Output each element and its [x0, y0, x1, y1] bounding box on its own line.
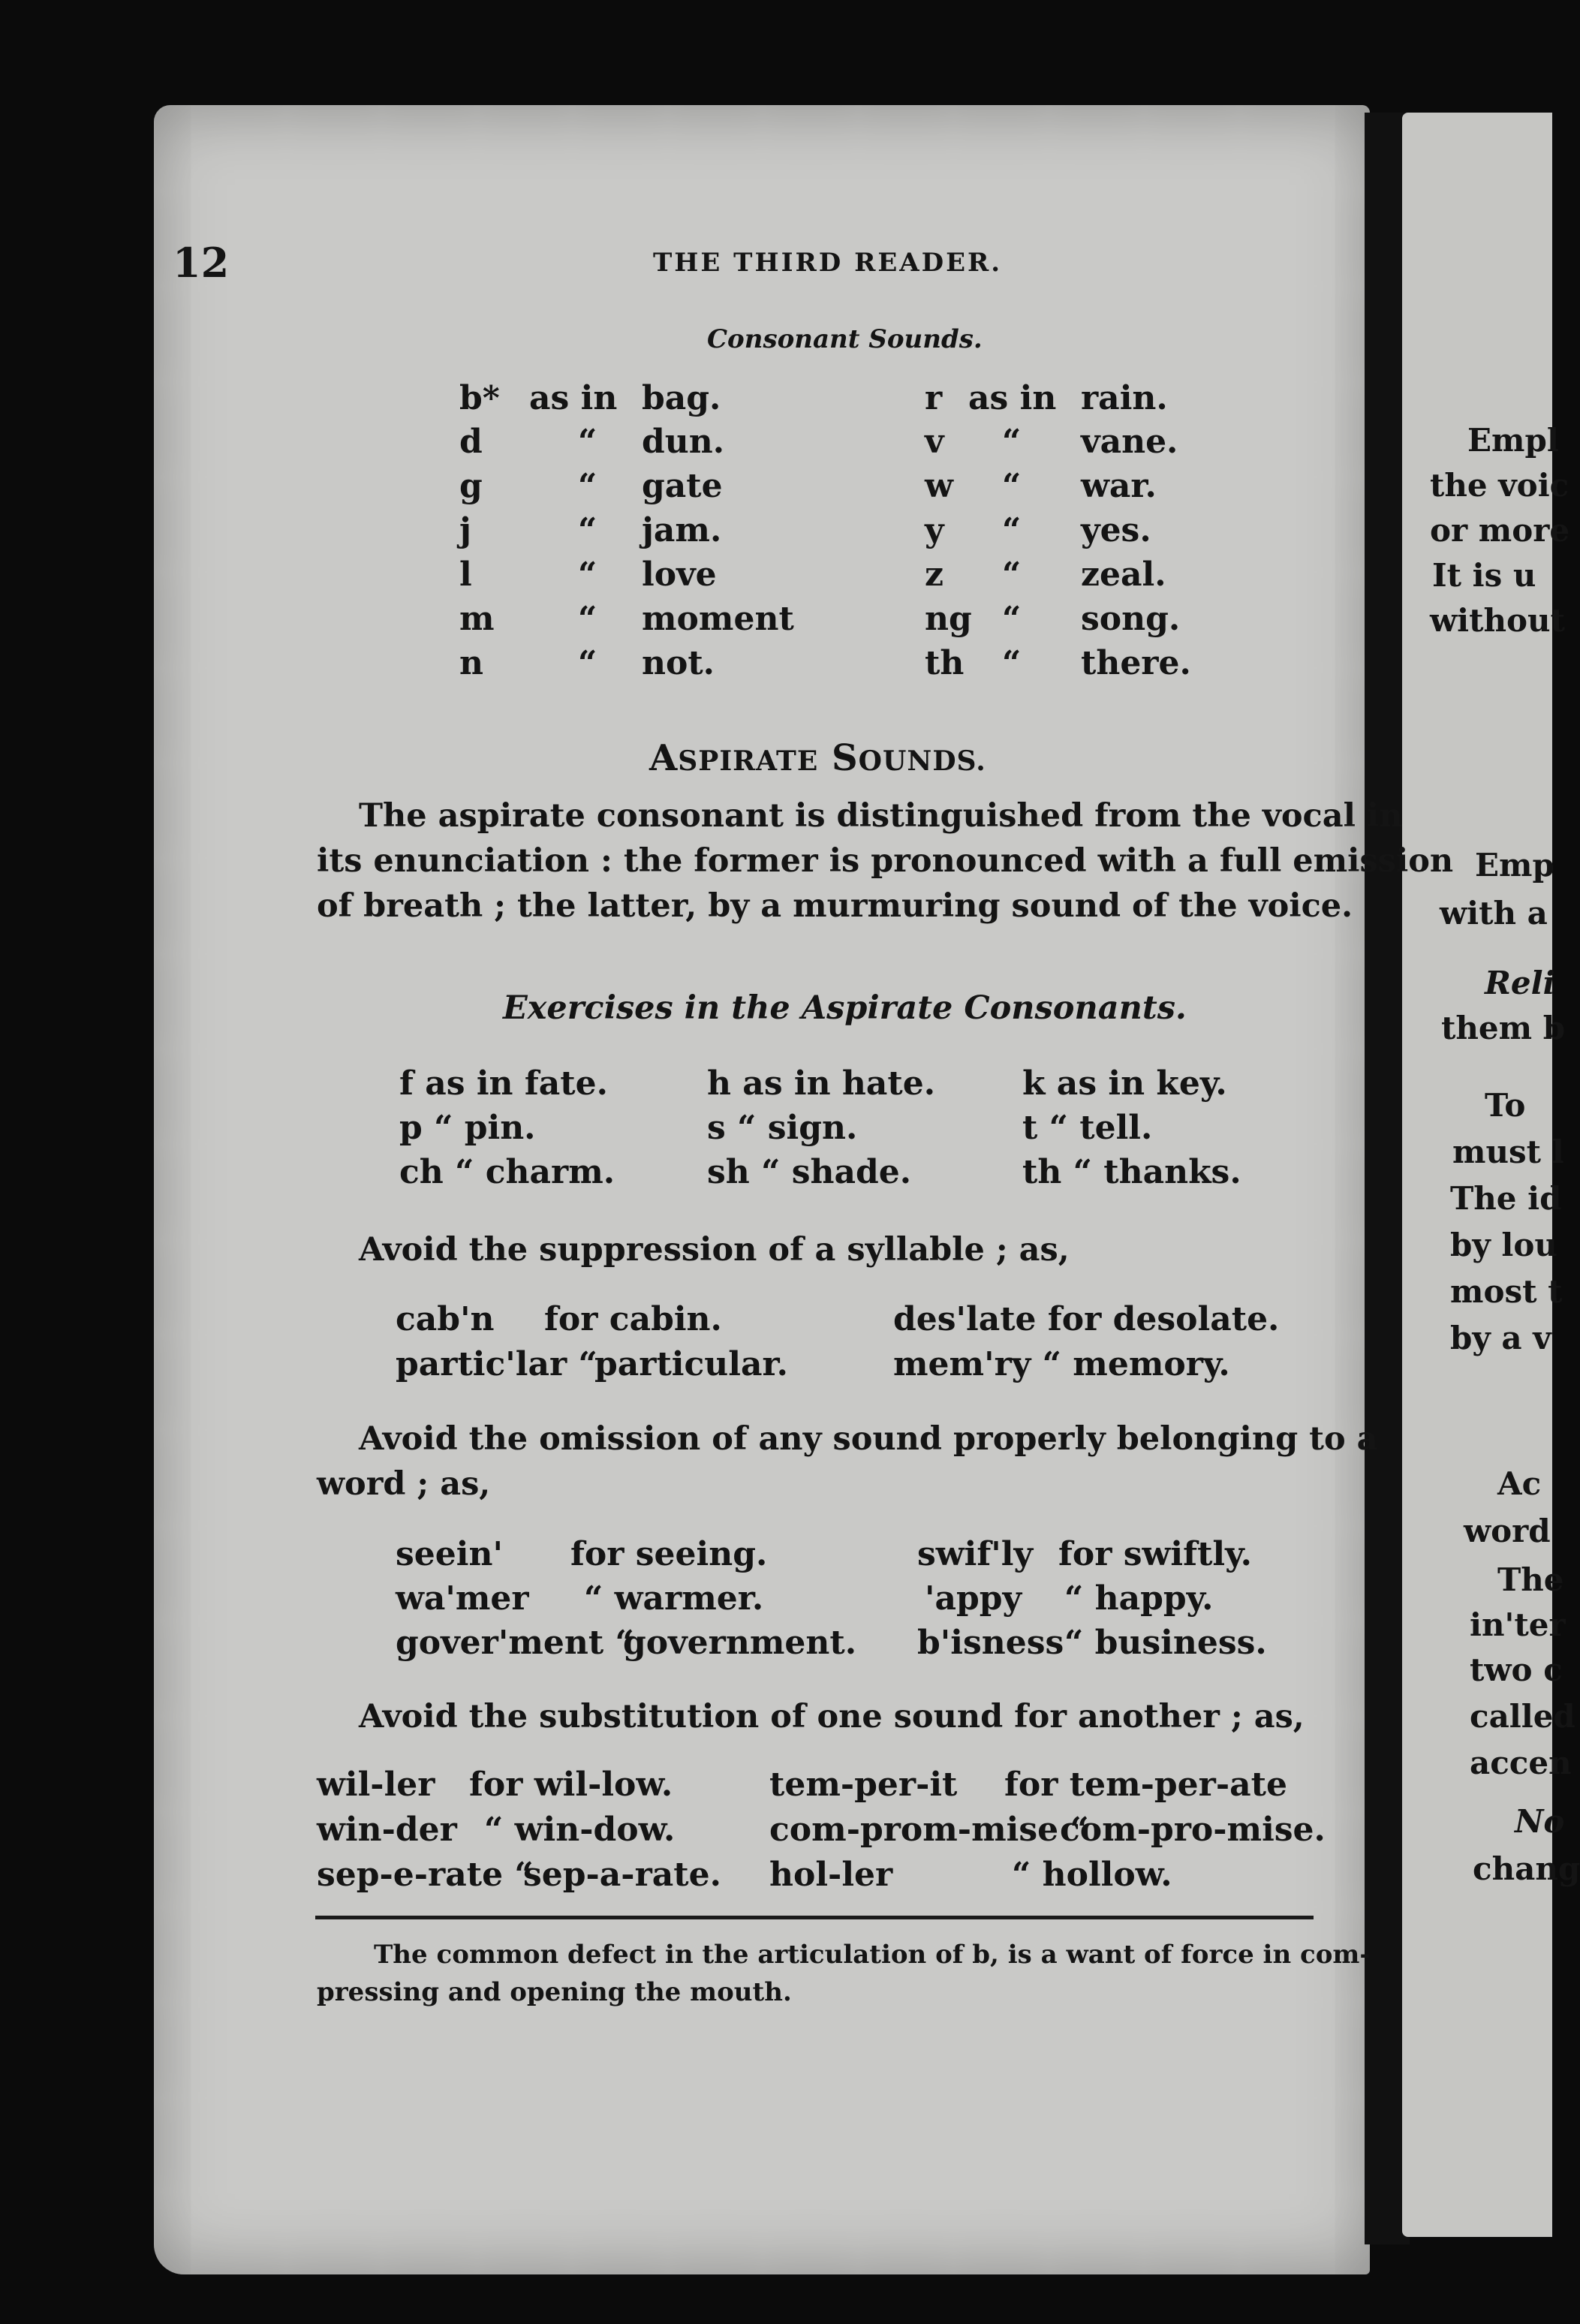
- example-wrong: swif'ly: [917, 1535, 1034, 1573]
- example-correct: for cabin.: [544, 1300, 722, 1338]
- example-wrong: partic'lar “: [396, 1345, 597, 1383]
- example-correct: “ hollow.: [1012, 1856, 1172, 1894]
- consonant-ditto: “: [578, 600, 597, 638]
- next-page-fragment: by a v: [1450, 1320, 1551, 1356]
- page-number: 12: [173, 239, 230, 287]
- consonant-ditto: “: [1002, 555, 1022, 594]
- consonant-letter: n: [459, 644, 483, 682]
- next-page-fragment: most t: [1450, 1273, 1563, 1310]
- example-wrong: tem-per-it: [769, 1766, 958, 1804]
- footnote-rule: [315, 1916, 1314, 1919]
- example-correct: government.: [623, 1624, 857, 1662]
- consonant-letter: y: [925, 511, 944, 549]
- example-wrong: cab'n: [396, 1300, 495, 1338]
- consonant-ditto: “: [1002, 600, 1022, 638]
- example-wrong: 'appy: [925, 1579, 1022, 1618]
- consonant-as: as in: [529, 379, 618, 417]
- consonant-ditto: “: [1002, 644, 1022, 682]
- consonant-word: bag.: [642, 379, 721, 417]
- exercise-item: ch “ charm.: [399, 1153, 615, 1191]
- next-page-fragment: them b: [1441, 1010, 1566, 1046]
- consonant-word: love: [642, 555, 717, 594]
- next-page-fragment: Empl: [1467, 422, 1559, 459]
- omission-intro: Avoid the omission of any sound properly belonging to a: [359, 1420, 1378, 1458]
- example-correct: for seeing.: [570, 1535, 768, 1573]
- example-wrong: wa'mer: [396, 1579, 529, 1618]
- exercise-item: s “ sign.: [707, 1109, 858, 1147]
- exercise-item: k as in key.: [1022, 1064, 1227, 1103]
- next-page-fragment: in'ter: [1470, 1606, 1566, 1643]
- next-page-fragment: with a: [1440, 895, 1548, 932]
- next-page-fragment: Ac: [1497, 1465, 1542, 1502]
- consonant-ditto: “: [578, 644, 597, 682]
- consonant-letter: w: [925, 467, 953, 505]
- example-correct: “ win-dow.: [484, 1811, 676, 1849]
- consonant-ditto: “: [578, 511, 597, 549]
- consonant-ditto: “: [578, 555, 597, 594]
- next-page-fragment: the voic: [1430, 467, 1569, 504]
- example-correct: sep-a-rate.: [523, 1856, 721, 1894]
- example-correct: com-pro-mise.: [1060, 1811, 1326, 1849]
- exercise-item: sh “ shade.: [707, 1153, 912, 1191]
- example-wrong: b'isness: [917, 1624, 1064, 1662]
- next-page-fragment: It is u: [1432, 557, 1536, 594]
- example-correct: for tem-per-ate: [1004, 1766, 1287, 1804]
- running-head: THE THIRD READER.: [653, 248, 1003, 278]
- next-page-fragment: or more: [1430, 512, 1570, 549]
- consonant-word: gate: [642, 467, 723, 505]
- exercise-item: p “ pin.: [399, 1109, 536, 1147]
- consonant-letter: ng: [925, 600, 972, 638]
- consonant-as: as in: [968, 379, 1057, 417]
- exercise-item: f as in fate.: [399, 1064, 608, 1103]
- example-wrong: seein': [396, 1535, 503, 1573]
- example-wrong: com-prom-mise “: [769, 1811, 1089, 1849]
- consonant-word: yes.: [1081, 511, 1151, 549]
- consonant-word: zeal.: [1081, 555, 1166, 594]
- aspirate-heading-rest-2: OUNDS.: [858, 745, 986, 777]
- example-pair: des'late for desolate.: [893, 1300, 1280, 1338]
- consonant-word: not.: [642, 644, 715, 682]
- section-subtitle: Consonant Sounds.: [707, 324, 983, 354]
- example-wrong: hol-ler: [769, 1856, 893, 1894]
- consonant-letter: r: [925, 379, 943, 417]
- next-page-fragment: The id: [1450, 1180, 1562, 1217]
- footnote-line: The common defect in the articulation of b, is a want of force in com-: [374, 1940, 1371, 1970]
- consonant-ditto: “: [578, 423, 597, 461]
- next-page-fragment: Reli: [1485, 965, 1555, 1001]
- example-wrong: win-der: [317, 1811, 457, 1849]
- aspirate-heading-cap-s: S: [832, 737, 859, 779]
- aspirate-para-line: its enunciation : the former is pronounced with a full emission: [317, 842, 1454, 880]
- consonant-ditto: “: [1002, 467, 1022, 505]
- exercise-item: th “ thanks.: [1022, 1153, 1241, 1191]
- next-page-fragment: accen: [1470, 1745, 1572, 1781]
- next-page-fragment: To: [1485, 1087, 1526, 1124]
- consonant-word: moment: [642, 600, 794, 638]
- consonant-letter: m: [459, 600, 495, 638]
- aspirate-para-line: of breath ; the latter, by a murmuring sound of the voice.: [317, 887, 1353, 925]
- footnote-line: pressing and opening the mouth.: [317, 1977, 792, 2007]
- example-correct: for wil-low.: [469, 1766, 673, 1804]
- consonant-letter: z: [925, 555, 943, 594]
- consonant-letter: j: [459, 511, 471, 549]
- exercise-item: t “ tell.: [1022, 1109, 1153, 1147]
- next-page-fragment: two c: [1470, 1651, 1563, 1688]
- next-page-fragment: chang: [1473, 1850, 1580, 1887]
- next-page-fragment: word: [1464, 1513, 1551, 1549]
- aspirate-para-line: The aspirate consonant is distinguished from the vocal in: [359, 797, 1403, 835]
- example-correct: “ happy.: [1064, 1579, 1214, 1618]
- substitution-intro: Avoid the substitution of one sound for another ; as,: [359, 1698, 1305, 1735]
- consonant-word: war.: [1081, 467, 1157, 505]
- next-page-fragment: by lou: [1450, 1227, 1557, 1263]
- consonant-word: rain.: [1081, 379, 1168, 417]
- next-page-fragment: Emp: [1475, 847, 1554, 884]
- consonant-ditto: “: [1002, 423, 1022, 461]
- suppression-intro: Avoid the suppression of a syllable ; as,: [359, 1231, 1070, 1269]
- consonant-word: there.: [1081, 644, 1191, 682]
- consonant-ditto: “: [578, 467, 597, 505]
- next-page-fragment: called: [1470, 1698, 1575, 1735]
- example-pair: mem'ry “ memory.: [893, 1345, 1230, 1383]
- consonant-word: song.: [1081, 600, 1181, 638]
- aspirate-heading-rest-1: SPIRATE: [678, 745, 819, 777]
- omission-intro: word ; as,: [317, 1465, 491, 1503]
- example-wrong: gover'ment “: [396, 1624, 634, 1662]
- consonant-letter: b*: [459, 379, 500, 417]
- example-wrong: sep-e-rate “: [317, 1856, 534, 1894]
- example-correct: particular.: [594, 1345, 788, 1383]
- next-page-fragment: The: [1497, 1561, 1564, 1598]
- example-correct: “ warmer.: [584, 1579, 764, 1618]
- next-page-fragment: must l: [1452, 1133, 1564, 1170]
- consonant-word: vane.: [1081, 423, 1178, 461]
- example-correct: “ business.: [1064, 1624, 1267, 1662]
- consonant-letter: l: [459, 555, 472, 594]
- next-page-fragment: No: [1515, 1803, 1565, 1840]
- consonant-ditto: “: [1002, 511, 1022, 549]
- aspirate-heading: [649, 737, 986, 779]
- consonant-letter: th: [925, 644, 965, 682]
- consonant-letter: d: [459, 423, 483, 461]
- consonant-word: dun.: [642, 423, 725, 461]
- consonant-letter: v: [925, 423, 944, 461]
- consonant-letter: g: [459, 467, 483, 505]
- aspirate-heading-cap-a: A: [649, 737, 679, 779]
- exercises-heading: Exercises in the Aspirate Consonants.: [503, 989, 1187, 1027]
- exercise-item: h as in hate.: [707, 1064, 936, 1103]
- example-wrong: wil-ler: [317, 1766, 435, 1804]
- example-correct: for swiftly.: [1058, 1535, 1252, 1573]
- consonant-word: jam.: [642, 511, 722, 549]
- next-page-fragment: without: [1430, 602, 1565, 639]
